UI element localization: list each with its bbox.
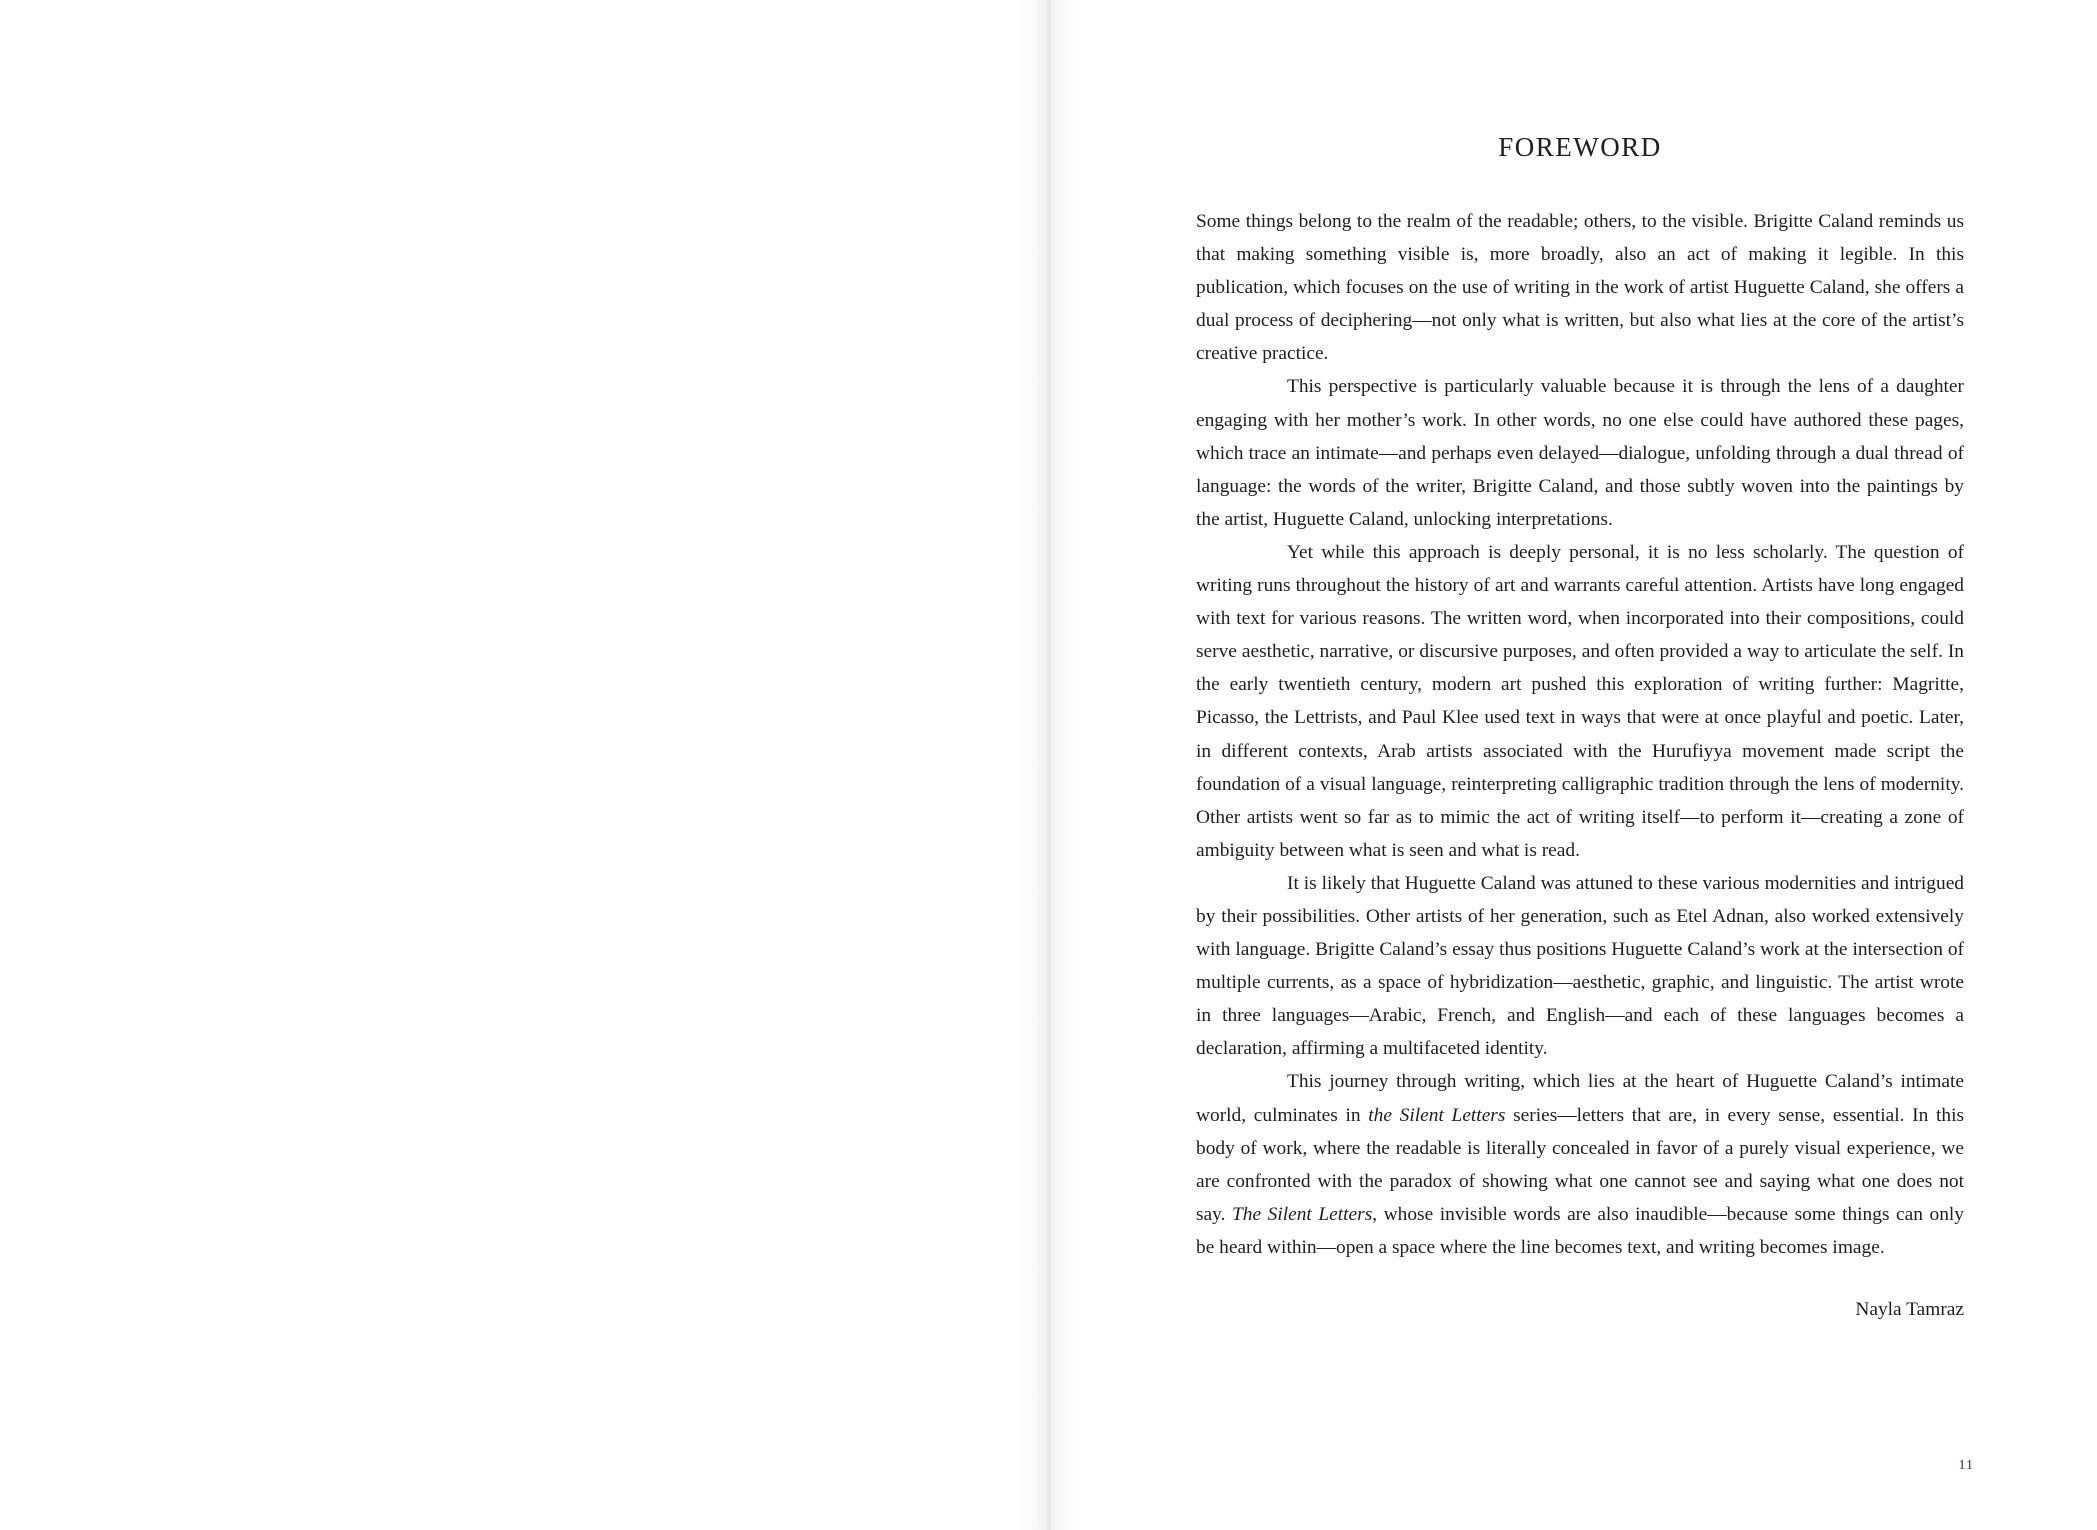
page-title: FOREWORD [1498,132,1662,162]
page-number: 11 [1958,1458,1974,1473]
series-title-italic: the Silent Letters [1368,1104,1506,1126]
paragraph-5-text-b: series—letters that are, in every sense, essential. In this body of work, where the readable is literally concealed in favor of a purely visual experience, we are confronted with the paradox of showing what one cannot see and saying what one does not say. [1196,1104,1964,1225]
left-page-blank [0,0,1048,1530]
author-signature: Nayla Tamraz [1855,1299,1964,1320]
paragraph-5-text-a: This journey through writing, which lies at the heart of Huguette Caland’s intimate world, culminates in [1196,1071,1964,1126]
paragraph-5 [1196,1065,1964,1264]
paragraph-1: Some things belong to the realm of the readable; others, to the visible. Brigitte Caland reminds us that making something visible is, more broadly, also an act of making it legible. In this publication, which focuses on the use of writing in the work of artist Huguette Caland, she offers a dual process of deciphering—not only what is written, but also what lies at the core of the artist’s creative practice. [1196,211,1964,365]
paragraph-5-text-c: , whose invisible words are also inaudible—because some things can only be heard within—open a space where the line becomes text, and writing becomes image. [1196,1203,1964,1258]
foreword-body [1196,205,1964,1264]
paragraph-4: It is likely that Huguette Caland was attuned to these various modernities and intrigued by their possibilities. Other artists of her generation, such as Etel Adnan, also worked extensively with language. Brigitte Caland’s essay thus positions Huguette Caland’s work at the intersection of multiple currents, as a space of hybridization—aesthetic, graphic, and linguistic. The artist wrote in three languages—Arabic, French, and English—and each of these languages becomes a declaration, affirming a multifaceted identity. [1196,872,1964,1060]
paragraph-3: Yet while this approach is deeply personal, it is no less scholarly. The question of writing runs throughout the history of art and warrants careful attention. Artists have long engaged with text for various reasons. The written word, when incorporated into their compositions, could serve aesthetic, narrative, or discursive purposes, and often provided a way to articulate the self. In the early twentieth century, modern art pushed this exploration of writing further: Magritte, Picasso, the Lettrists, and Paul Klee used text in ways that were at once playful and poetic. Later, in different contexts, Arab artists associated with the Hurufiyya movement made script the foundation of a visual language, reinterpreting calligraphic tradition through the lens of modernity. Other artists went so far as to mimic the act of writing itself—to perform it—creating a zone of ambiguity between what is seen and what is read. [1196,541,1964,861]
series-title-italic-2: The Silent Letters [1232,1203,1373,1225]
paragraph-2: This perspective is particularly valuable because it is through the lens of a daughter engaging with her mother’s work. In other words, no one else could have authored these pages, which trace an intimate—and perhaps even delayed—dialogue, unfolding through a dual thread of language: the words of the writer, Brigitte Caland, and those subtly woven into the paintings by the artist, Huguette Caland, unlocking interpretations. [1196,376,1964,530]
